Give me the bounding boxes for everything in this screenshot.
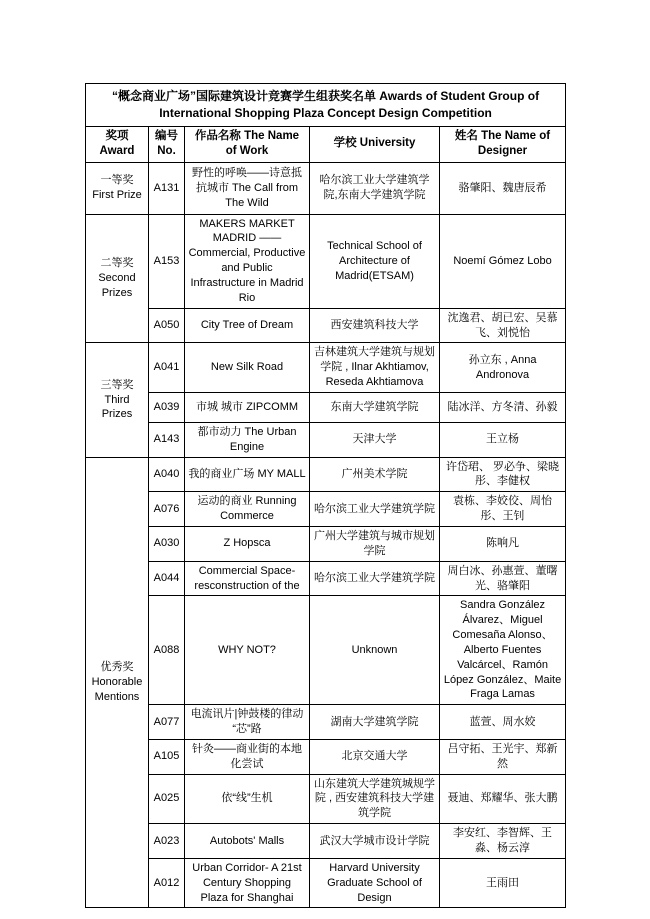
table-row: [86, 739, 566, 774]
column-header-work: 作品名称 The Name of Work: [185, 126, 310, 162]
entry-university: 哈尔滨工业大学建筑学院: [310, 561, 440, 596]
table-row: [86, 422, 566, 457]
table-row: [86, 457, 566, 492]
award-group-third-prizes: 三等奖 Third Prizes: [86, 343, 149, 457]
entry-work: Urban Corridor- A 21st Century Shopping Plaza for Shanghai: [185, 858, 310, 908]
table-row: [86, 774, 566, 824]
entry-university: 山东建筑大学建筑城规学院 , 西安建筑科技大学建筑学院: [310, 774, 440, 824]
award-group-honorable-mentions: 优秀奖 Honorable Mentions: [86, 457, 149, 908]
column-header-designer: 姓名 The Name of Designer: [440, 126, 566, 162]
table-row: [86, 162, 566, 214]
entry-university: 广州大学建筑与城市规划学院: [310, 526, 440, 561]
column-header-award: 奖项 Award: [86, 126, 149, 162]
entry-designers: Noemí Gómez Lobo: [440, 214, 566, 308]
table-row: [86, 308, 566, 343]
entry-university: 东南大学建筑学院: [310, 392, 440, 422]
entry-designers: 袁栋、李姣佼、周怡彤、王钊: [440, 492, 566, 527]
entry-designers: 吕守拓、王光宇、郑新然: [440, 739, 566, 774]
entry-university: Unknown: [310, 596, 440, 705]
entry-work: Commercial Space-resconstruction of the: [185, 561, 310, 596]
entry-university: 北京交通大学: [310, 739, 440, 774]
entry-designers: 陆冰洋、方冬清、孙毅: [440, 392, 566, 422]
entry-no: A023: [149, 824, 185, 859]
entry-no: A131: [149, 162, 185, 214]
table-row: [86, 392, 566, 422]
entry-work: 运动的商业 Running Commerce: [185, 492, 310, 527]
entry-work: 市城 城市 ZIPCOMM: [185, 392, 310, 422]
entry-work: Autobots' Malls: [185, 824, 310, 859]
table-title: “概念商业广场”国际建筑设计竞赛学生组获奖名单 Awards of Student Group of International Shopping Plaza Concept Design Competition: [86, 84, 566, 127]
table-row: [86, 343, 566, 393]
entry-work: 都市动力 The Urban Engine: [185, 422, 310, 457]
entry-no: A039: [149, 392, 185, 422]
entry-work: New Silk Road: [185, 343, 310, 393]
entry-no: A143: [149, 422, 185, 457]
entry-no: A153: [149, 214, 185, 308]
entry-designers: 陈响凡: [440, 526, 566, 561]
entry-university: 哈尔滨工业大学建筑学院,东南大学建筑学院: [310, 162, 440, 214]
award-group-first-prize: 一等奖 First Prize: [86, 162, 149, 214]
table-title-row: [86, 84, 566, 127]
entry-designers: 聂迪、郑耀华、张大鹏: [440, 774, 566, 824]
entry-no: A040: [149, 457, 185, 492]
entry-work: MAKERS MARKET MADRID ——Commercial, Productive and Public Infrastructure in Madrid Rio: [185, 214, 310, 308]
entry-university: 西安建筑科技大学: [310, 308, 440, 343]
entry-university: Harvard University Graduate School of Design: [310, 858, 440, 908]
entry-no: A044: [149, 561, 185, 596]
entry-no: A050: [149, 308, 185, 343]
entry-designers: 许岱珺、 罗必争、梁晓彤、李健权: [440, 457, 566, 492]
entry-university: 武汉大学城市设计学院: [310, 824, 440, 859]
entry-designers: 蓝萱、周水姣: [440, 705, 566, 740]
entry-work: Z Hopsca: [185, 526, 310, 561]
table-row: [86, 214, 566, 308]
entry-designers: 王雨田: [440, 858, 566, 908]
entry-designers: 周白冰、孙惠萱、董曙光、骆肇阳: [440, 561, 566, 596]
entry-no: A030: [149, 526, 185, 561]
table-row: [86, 824, 566, 859]
entry-university: 湖南大学建筑学院: [310, 705, 440, 740]
entry-work: 野性的呼唤——诗意抵抗城市 The Call from The Wild: [185, 162, 310, 214]
column-header-no: 编号 No.: [149, 126, 185, 162]
entry-designers: Sandra González Álvarez、Miguel Comesaña Alonso、Alberto Fuentes Valcárcel、Ramón López González、Maite Fraga Lamas: [440, 596, 566, 705]
entry-designers: 李安红、李智辉、王淼、杨云淳: [440, 824, 566, 859]
table-header-row: [86, 126, 566, 162]
column-header-university: 学校 University: [310, 126, 440, 162]
entry-no: A105: [149, 739, 185, 774]
entry-designers: 王立杨: [440, 422, 566, 457]
entry-no: A076: [149, 492, 185, 527]
entry-no: A077: [149, 705, 185, 740]
table-row: [86, 492, 566, 527]
entry-no: A025: [149, 774, 185, 824]
entry-no: A041: [149, 343, 185, 393]
entry-work: 依“线”生机: [185, 774, 310, 824]
entry-work: 针灸——商业街的本地化尝试: [185, 739, 310, 774]
entry-university: 吉林建筑大学建筑与规划学院 , Ilnar Akhtiamov, Reseda Akhtiamova: [310, 343, 440, 393]
entry-designers: 沈逸君、胡已宏、吴慕飞、刘悦怡: [440, 308, 566, 343]
table-row: [86, 858, 566, 908]
entry-university: Technical School of Architecture of Madrid(ETSAM): [310, 214, 440, 308]
table-row: [86, 596, 566, 705]
entry-no: A088: [149, 596, 185, 705]
table-row: [86, 561, 566, 596]
entry-work: 电流讯片|钟鼓楼的律动 “芯”路: [185, 705, 310, 740]
table-row: [86, 705, 566, 740]
entry-university: 天津大学: [310, 422, 440, 457]
entry-work: WHY NOT?: [185, 596, 310, 705]
award-table: [85, 83, 566, 908]
entry-no: A012: [149, 858, 185, 908]
entry-work: 我的商业广场 MY MALL: [185, 457, 310, 492]
entry-university: 哈尔滨工业大学建筑学院: [310, 492, 440, 527]
award-group-second-prizes: 二等奖 Second Prizes: [86, 214, 149, 343]
entry-designers: 骆肇阳、魏唐辰希: [440, 162, 566, 214]
entry-work: City Tree of Dream: [185, 308, 310, 343]
entry-designers: 孙立东 , Anna Andronova: [440, 343, 566, 393]
entry-university: 广州美术学院: [310, 457, 440, 492]
table-row: [86, 526, 566, 561]
